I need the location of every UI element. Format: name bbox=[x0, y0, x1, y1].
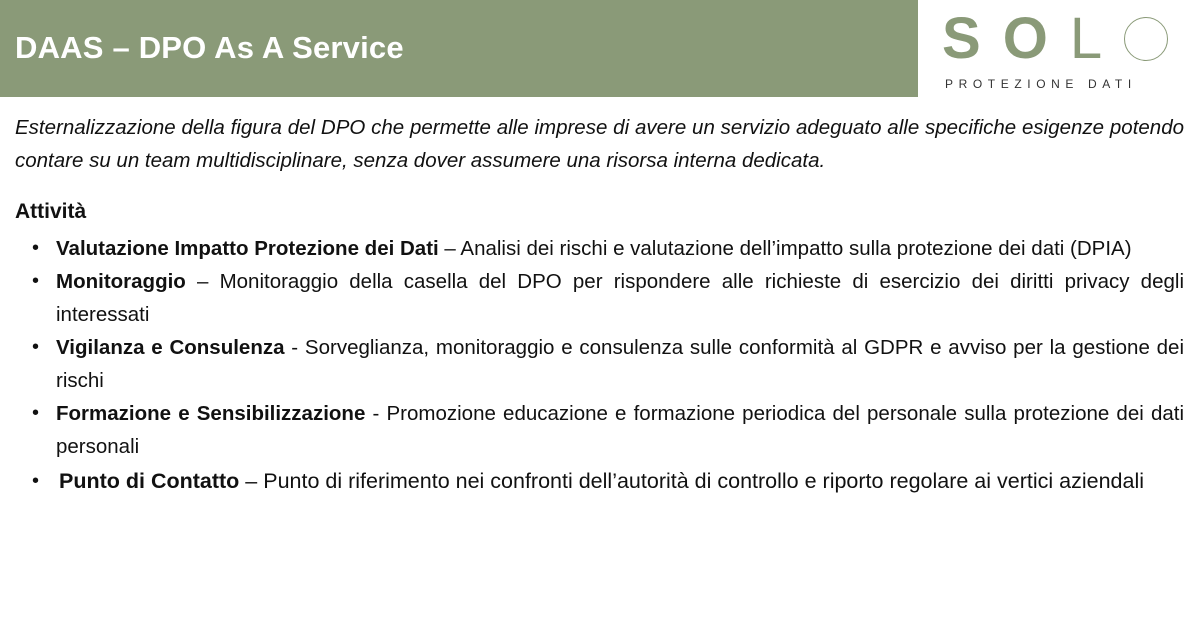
bullet-icon: • bbox=[32, 237, 40, 259]
activity-list bbox=[30, 232, 1184, 499]
page-title: DAAS – DPO As A Service bbox=[15, 30, 404, 65]
logo-letter-l: L bbox=[1069, 6, 1103, 71]
circle-outline-icon bbox=[1124, 17, 1168, 61]
bullet-icon: • bbox=[32, 402, 40, 424]
item-description: - Promozione educazione e formazione periodica del personale sulla protezione dei dati personali bbox=[56, 402, 1184, 458]
item-description: – Punto di riferimento nei confronti dell’autorità di controllo e riporto regolare ai vertici aziendali bbox=[239, 469, 1144, 493]
brand-logo bbox=[940, 6, 1180, 96]
logo-letter-s: S bbox=[942, 6, 981, 71]
item-term: Valutazione Impatto Protezione dei Dati bbox=[56, 237, 439, 260]
item-term: Vigilanza e Consulenza bbox=[56, 336, 285, 359]
logo-letter-o: O bbox=[1002, 6, 1048, 71]
logo-subtitle: PROTEZIONE DATI bbox=[945, 77, 1137, 91]
item-term: Formazione e Sensibilizzazione bbox=[56, 402, 366, 425]
intro-paragraph: Esternalizzazione della figura del DPO che permette alle imprese di avere un servizio adeguato alle specifiche esigenze potendo contare su un team multidisciplinare, senza dover assumere una risorsa interna dedicata. bbox=[15, 116, 1184, 172]
item-term: Monitoraggio bbox=[56, 270, 186, 293]
list-item bbox=[30, 397, 1184, 463]
list-item bbox=[30, 331, 1184, 397]
item-term: Punto di Contatto bbox=[59, 469, 240, 493]
list-item bbox=[30, 265, 1184, 331]
list-item bbox=[30, 464, 1184, 499]
bullet-icon: • bbox=[32, 270, 40, 292]
item-description: – Monitoraggio della casella del DPO per rispondere alle richieste di esercizio dei diritti privacy degli interessati bbox=[56, 270, 1184, 326]
list-item bbox=[30, 232, 1184, 265]
header-bar bbox=[0, 0, 918, 97]
bullet-icon: • bbox=[32, 470, 40, 492]
bullet-icon: • bbox=[32, 336, 40, 358]
section-title: Attività bbox=[15, 200, 87, 223]
item-description: - Sorveglianza, monitoraggio e consulenza sulle conformità al GDPR e avviso per la gestione dei rischi bbox=[56, 336, 1184, 392]
logo-wordmark bbox=[942, 6, 1168, 72]
item-description: – Analisi dei rischi e valutazione dell’impatto sulla protezione dei dati (DPIA) bbox=[438, 237, 1132, 260]
